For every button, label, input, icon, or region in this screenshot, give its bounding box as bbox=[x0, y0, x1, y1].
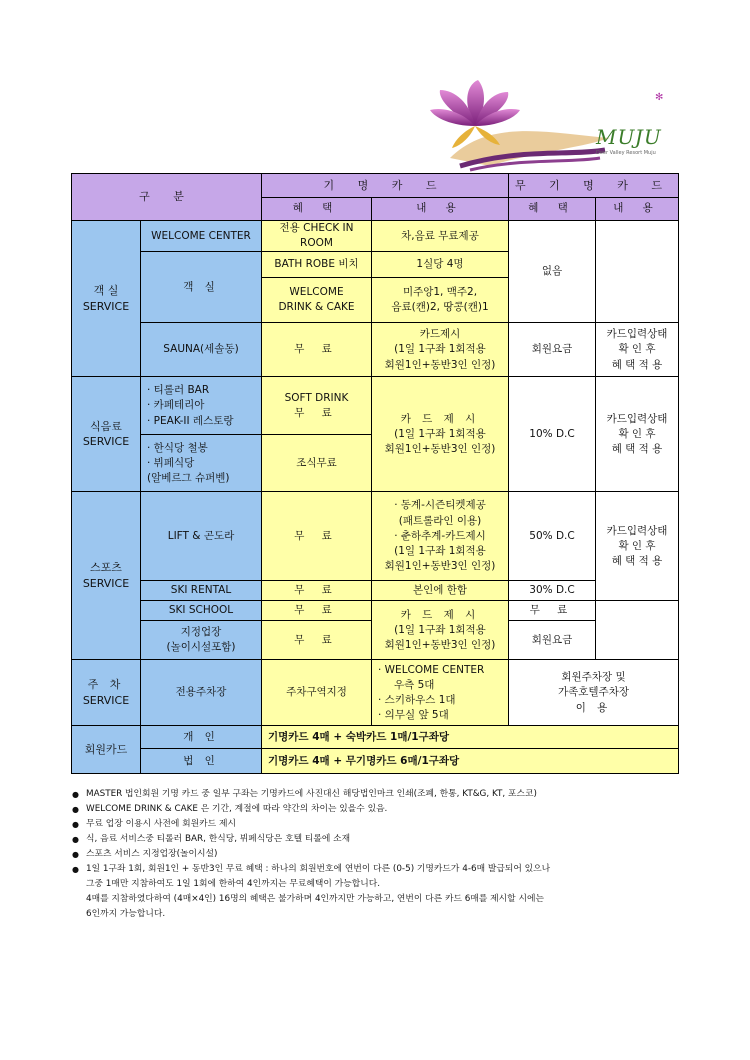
sauna-unnamed-line3: 혜 택 적 용 bbox=[611, 358, 663, 371]
category-member-card: 회원카드 bbox=[72, 726, 141, 774]
ski-rental-benefit: 무 료 bbox=[262, 581, 372, 601]
sauna: SAUNA(세솔동) bbox=[141, 323, 262, 377]
gaeksil: 객 실 bbox=[141, 252, 262, 323]
food-content bbox=[372, 377, 509, 492]
header-named-card: 기 명 카 드 bbox=[262, 174, 509, 198]
welcome-center-content: 차,음료 무료제공 bbox=[372, 221, 509, 252]
category-parking-label: 주 차 bbox=[87, 678, 125, 691]
welcome-center-benefit: 전용 CHECK IN ROOM bbox=[262, 221, 372, 252]
category-sports bbox=[72, 492, 141, 660]
ski-rental: SKI RENTAL bbox=[141, 581, 262, 601]
designated-benefit: 무 료 bbox=[262, 621, 372, 660]
food-unnamed-benefit: 10% D.C bbox=[509, 377, 596, 492]
parking-content-line2: 우측 5대 bbox=[394, 678, 435, 691]
parking-benefit: 주차구역지정 bbox=[262, 660, 372, 726]
note-item: ● 스포츠 서비스 지정업장(놀이시설) bbox=[72, 847, 682, 862]
food-item-peak: · PEAK-II 레스토랑 bbox=[147, 414, 234, 427]
food-unnamed-line1: 카드입력상태 bbox=[606, 412, 668, 425]
food-content-line1: 카 드 제 시 bbox=[400, 412, 480, 425]
welcome-drink-content-line2: 음료(캔)2, 땅콩(캔)1 bbox=[391, 301, 489, 314]
sauna-unnamed-benefit: 회원요금 bbox=[509, 323, 596, 377]
sauna-content-line2: (1일 1구좌 1회적용 bbox=[394, 343, 486, 356]
header-unnamed-card: 무 기 명 카 드 bbox=[509, 174, 679, 198]
ski-school-benefit: 무 료 bbox=[262, 601, 372, 621]
sports-unnamed-content bbox=[596, 492, 679, 601]
designated-content-line3: 회원1인+동반3인 인정) bbox=[384, 639, 496, 652]
member-corporate-content: 기명카드 4매 + 무기명카드 6매/1구좌당 bbox=[262, 749, 679, 774]
designated-venue-line2: (놀이시설포함) bbox=[166, 641, 236, 654]
note-continuation: 그중 1매만 지참하여도 1일 1회에 한하여 4인까지는 무료혜택이 가능합니다. bbox=[86, 879, 380, 889]
category-room-label: 객 실 bbox=[93, 283, 119, 297]
welcome-drink-line2: DRINK & CAKE bbox=[278, 301, 355, 314]
food-item-buffet: · 뷔페식당 bbox=[147, 456, 195, 469]
food-item-tyroler: · 티롤러 BAR bbox=[147, 384, 210, 397]
lift-unnamed-benefit: 50% D.C bbox=[509, 492, 596, 581]
notes-section bbox=[72, 787, 682, 922]
category-sports-service: SERVICE bbox=[82, 576, 130, 590]
food-group2 bbox=[141, 435, 262, 492]
logo-subtitle: Deer Valley Resort Muju bbox=[596, 150, 656, 156]
sauna-content bbox=[372, 323, 509, 377]
bathrobe-content: 1실당 4명 bbox=[372, 252, 509, 278]
lift-gondola: LIFT & 곤도라 bbox=[141, 492, 262, 581]
bathrobe: BATH ROBE 비치 bbox=[262, 252, 372, 278]
welcome-drink bbox=[262, 278, 372, 323]
designated-content-line1: 카 드 제 시 bbox=[400, 608, 480, 621]
lift-content-line2: (패트롤라인 이용) bbox=[398, 514, 482, 527]
member-personal: 개 인 bbox=[141, 726, 262, 749]
header-named-benefit: 혜 택 bbox=[262, 198, 372, 221]
designated-content bbox=[372, 601, 509, 660]
parking-unnamed-line1: 회원주차장 및 bbox=[561, 671, 626, 684]
category-parking bbox=[72, 660, 141, 726]
header-unnamed-benefit: 혜 택 bbox=[509, 198, 596, 221]
note-item: ● WELCOME DRINK & CAKE 은 기간, 계절에 따라 약간의 차이는 있을수 있음. bbox=[72, 802, 682, 817]
parking-content-line4: · 의무실 앞 5대 bbox=[378, 709, 449, 722]
sports-unnamed-line1: 카드입력상태 bbox=[606, 524, 668, 537]
food-unnamed-content bbox=[596, 377, 679, 492]
ski-school: SKI SCHOOL bbox=[141, 601, 262, 621]
welcome-drink-line1: WELCOME bbox=[289, 286, 344, 299]
food-unnamed-line2: 확 인 후 bbox=[618, 427, 656, 440]
designated-venue-line1: 지정업장 bbox=[180, 626, 222, 639]
parking-unnamed-line3: 이 용 bbox=[575, 701, 612, 714]
welcome-drink-content bbox=[372, 278, 509, 323]
header-gubun: 구 분 bbox=[72, 174, 262, 221]
parking-content bbox=[372, 660, 509, 726]
sauna-content-line1: 카드제시 bbox=[419, 328, 461, 341]
note-item: ● 1일 1구좌 1회, 회원1인 + 동반3인 무료 혜택 : 하나의 회원번호에 연번이 다른 (0-5) 기명카드가 4-6매 발급되어 있으나 bbox=[72, 862, 682, 877]
food-item-korean: · 한식당 철봉 bbox=[147, 441, 208, 454]
food-benefit1 bbox=[262, 377, 372, 435]
logo-wordmark: MUJU bbox=[596, 125, 662, 149]
sports-unnamed-line2: 확 인 후 bbox=[618, 539, 656, 552]
ski-rental-unnamed: 30% D.C bbox=[509, 581, 596, 601]
parking-content-line3: · 스키하우스 1대 bbox=[378, 693, 456, 706]
designated-venue bbox=[141, 621, 262, 660]
designated-content-line2: (1일 1구좌 1회적용 bbox=[394, 623, 486, 636]
parking-unnamed bbox=[509, 660, 679, 726]
member-personal-content: 기명카드 4매 + 숙박카드 1매/1구좌당 bbox=[262, 726, 679, 749]
category-room bbox=[72, 221, 141, 377]
parking-item: 전용주차장 bbox=[141, 660, 262, 726]
category-food-service: SERVICE bbox=[82, 435, 130, 449]
parking-content-line1: · WELCOME CENTER bbox=[378, 663, 485, 676]
note-continuation: 4매를 지참하였다하여 (4매×4인) 16명의 혜택은 불가하며 4인까지만 가능하고, 연번이 다른 카드 6매를 제시할 시에는 bbox=[86, 894, 544, 904]
lift-content-line3: · 춘하추계-카드제시 bbox=[394, 529, 486, 542]
sauna-unnamed-line2: 확 인 후 bbox=[618, 343, 656, 356]
category-food-label: 식음료 bbox=[90, 419, 122, 433]
sauna-benefit: 무 료 bbox=[262, 323, 372, 377]
category-room-service: SERVICE bbox=[82, 299, 130, 313]
welcome-drink-content-line1: 미주앙1, 맥주2, bbox=[402, 286, 478, 299]
food-item-alberg: (알베르그 슈퍼벤) bbox=[147, 472, 230, 485]
welcome-center: WELCOME CENTER bbox=[141, 221, 262, 252]
note-item: ● MASTER 법인회원 기명 카드 중 일부 구좌는 기명카드에 사진대신 해당법인마크 인쇄(조폐, 한통, KT&G, KT, 포스코) bbox=[72, 787, 682, 802]
category-sports-label: 스포츠 bbox=[90, 561, 122, 574]
sauna-unnamed-line1: 카드입력상태 bbox=[606, 328, 668, 341]
room-unnamed-content bbox=[596, 221, 679, 323]
lift-content bbox=[372, 492, 509, 581]
membership-benefit-table bbox=[71, 173, 679, 774]
lift-content-line1: · 동계-시즌티켓제공 bbox=[394, 499, 486, 512]
member-corporate: 법 인 bbox=[141, 749, 262, 774]
food-group1 bbox=[141, 377, 262, 435]
header-named-content: 내 용 bbox=[372, 198, 509, 221]
note-continuation: 6인까지 가능합니다. bbox=[86, 909, 166, 919]
food-content-line2: (1일 1구좌 1회적용 bbox=[394, 427, 486, 440]
designated-unnamed-content bbox=[596, 601, 679, 660]
designated-unnamed: 회원요금 bbox=[509, 621, 596, 660]
food-unnamed-line3: 혜 택 적 용 bbox=[611, 443, 663, 456]
lift-benefit: 무 료 bbox=[262, 492, 372, 581]
note-item: ● 식, 음료 서비스중 티롤러 BAR, 한식당, 뷔페식당은 호텔 티롤에 소재 bbox=[72, 832, 682, 847]
parking-unnamed-line2: 가족호텔주차장 bbox=[557, 686, 629, 699]
food-benefit1-line2: 무 료 bbox=[294, 406, 339, 419]
food-benefit2: 조식무료 bbox=[262, 435, 372, 492]
category-food bbox=[72, 377, 141, 492]
food-benefit1-line1: SOFT DRINK bbox=[284, 391, 349, 404]
food-content-line3: 회원1인+동반3인 인정) bbox=[384, 443, 496, 456]
sauna-unnamed-content bbox=[596, 323, 679, 377]
sports-unnamed-line3: 혜 택 적 용 bbox=[611, 555, 663, 568]
food-item-cafeteria: · 카페테리아 bbox=[147, 399, 205, 412]
ski-school-unnamed: 무 료 bbox=[509, 601, 596, 621]
sauna-content-line3: 회원1인+동반3인 인정) bbox=[384, 358, 496, 371]
lift-content-line5: 회원1인+동반3인 인정) bbox=[384, 560, 496, 573]
svg-text:✻: ✻ bbox=[655, 92, 664, 103]
header-unnamed-content: 내 용 bbox=[596, 198, 679, 221]
category-parking-service: SERVICE bbox=[82, 693, 130, 707]
ski-rental-content: 본인에 한함 bbox=[372, 581, 509, 601]
room-unnamed-benefit: 없음 bbox=[509, 221, 596, 323]
lift-content-line4: (1일 1구좌 1회적용 bbox=[394, 545, 486, 558]
note-item: ● 무료 업장 이용시 사전에 회원카드 제시 bbox=[72, 817, 682, 832]
